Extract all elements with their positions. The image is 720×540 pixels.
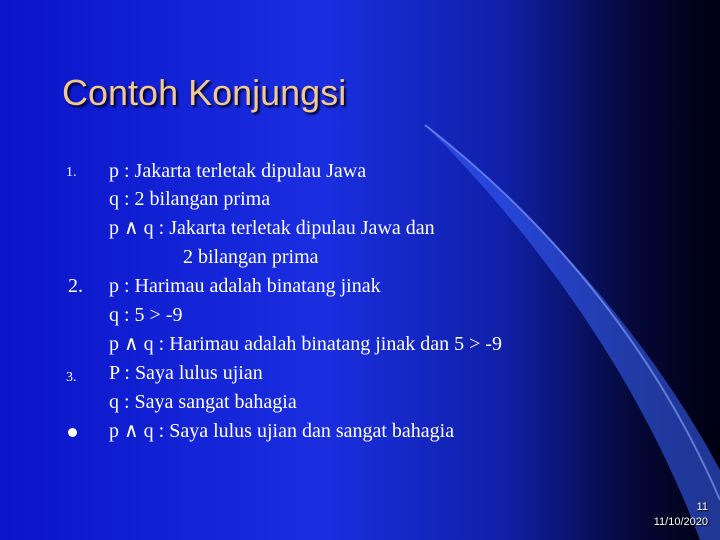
list-line: p ∧ q : Jakarta terletak dipulau Jawa dan — [109, 217, 435, 239]
list-line: p : Harimau adalah binatang jinak — [109, 275, 381, 297]
list-line: q : 2 bilangan prima — [109, 188, 271, 210]
list-line: q : 5 > -9 — [109, 304, 183, 326]
slide-date: 11/10/2020 — [653, 516, 708, 528]
list-line: p ∧ q : Saya lulus ujian dan sangat bahagia — [109, 420, 455, 442]
bullet-dot — [68, 428, 77, 437]
list-line: q : Saya sangat bahagia — [109, 391, 297, 413]
slide-title: Contoh Konjungsi — [62, 72, 347, 113]
list-marker-2: 2. — [68, 275, 83, 297]
list-line: 2 bilangan prima — [183, 246, 319, 268]
page-number: 11 — [696, 501, 708, 513]
list-line: P : Saya lulus ujian — [109, 362, 263, 384]
list-marker-1: 1. — [66, 165, 77, 180]
list-marker-3: 3. — [66, 370, 77, 385]
list-line: p ∧ q : Harimau adalah binatang jinak dan 5 > -9 — [109, 333, 503, 355]
list-line: p : Jakarta terletak dipulau Jawa — [109, 160, 367, 182]
